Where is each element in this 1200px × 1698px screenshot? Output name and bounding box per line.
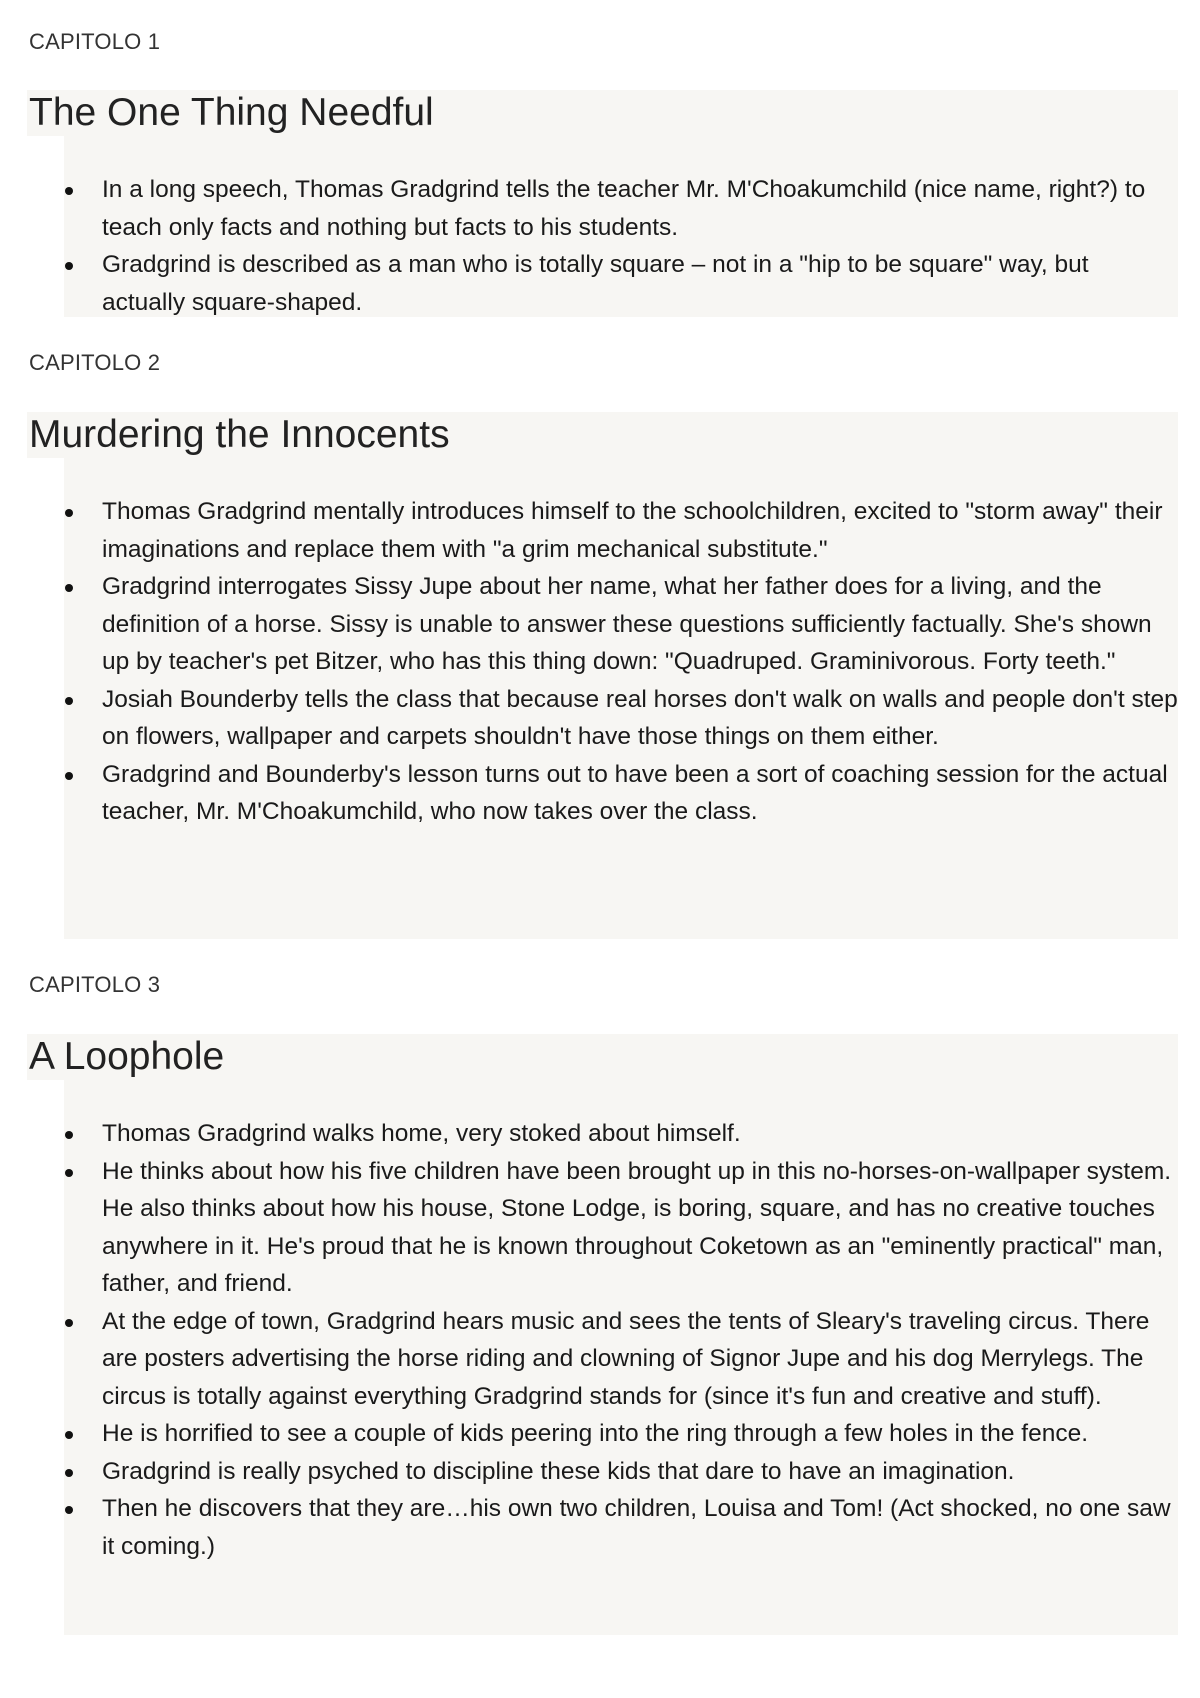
chapter-label: CAPITOLO 1 xyxy=(29,29,161,54)
bullet-list xyxy=(64,171,1178,321)
chapter-title: The One Thing Needful xyxy=(29,91,434,134)
chapter-title: A Loophole xyxy=(29,1035,225,1078)
list-item: Gradgrind is really psyched to discipline these kids that dare to have an imagination. xyxy=(64,1453,1178,1491)
list-item: Gradgrind and Bounderby's lesson turns out to have been a sort of coaching session for the actual teacher, Mr. M'Choakumchild, who now takes over the class. xyxy=(64,756,1178,831)
list-item: In a long speech, Thomas Gradgrind tells the teacher Mr. M'Choakumchild (nice name, right?) to teach only facts and nothing but facts to his students. xyxy=(64,171,1178,246)
chapter-label: CAPITOLO 2 xyxy=(29,350,161,375)
list-item: Thomas Gradgrind mentally introduces himself to the schoolchildren, excited to "storm away" their imaginations and replace them with "a grim mechanical substitute." xyxy=(64,493,1178,568)
list-item: Gradgrind interrogates Sissy Jupe about her name, what her father does for a living, and the definition of a horse. Sissy is unable to answer these questions sufficiently factually. She's shown up by teacher's pet Bitzer, who has this thing down: "Quadruped. Graminivorous. Forty teeth." xyxy=(64,568,1178,681)
list-item: Gradgrind is described as a man who is totally square – not in a "hip to be square" way, but actually square-shaped. xyxy=(64,246,1178,321)
chapter-label: CAPITOLO 3 xyxy=(29,972,161,997)
list-item: He is horrified to see a couple of kids peering into the ring through a few holes in the fence. xyxy=(64,1415,1178,1453)
list-item: Josiah Bounderby tells the class that because real horses don't walk on walls and people don't step on flowers, wallpaper and carpets shouldn't have those things on them either. xyxy=(64,681,1178,756)
bullet-list xyxy=(64,1115,1178,1565)
chapter-title: Murdering the Innocents xyxy=(29,413,450,456)
list-item: He thinks about how his five children have been brought up in this no-horses-on-wallpaper system. He also thinks about how his house, Stone Lodge, is boring, square, and has no creative touches anywhere in it. He's proud that he is known throughout Coketown as an "eminently practical" man, father, and friend. xyxy=(64,1153,1178,1303)
bullet-list xyxy=(64,493,1178,831)
list-item: At the edge of town, Gradgrind hears music and sees the tents of Sleary's traveling circus. There are posters advertising the horse riding and clowning of Signor Jupe and his dog Merrylegs. The circus is totally against everything Gradgrind stands for (since it's fun and creative and stuff). xyxy=(64,1303,1178,1416)
list-item: Thomas Gradgrind walks home, very stoked about himself. xyxy=(64,1115,1178,1153)
list-item: Then he discovers that they are…his own two children, Louisa and Tom! (Act shocked, no one saw it coming.) xyxy=(64,1490,1178,1565)
